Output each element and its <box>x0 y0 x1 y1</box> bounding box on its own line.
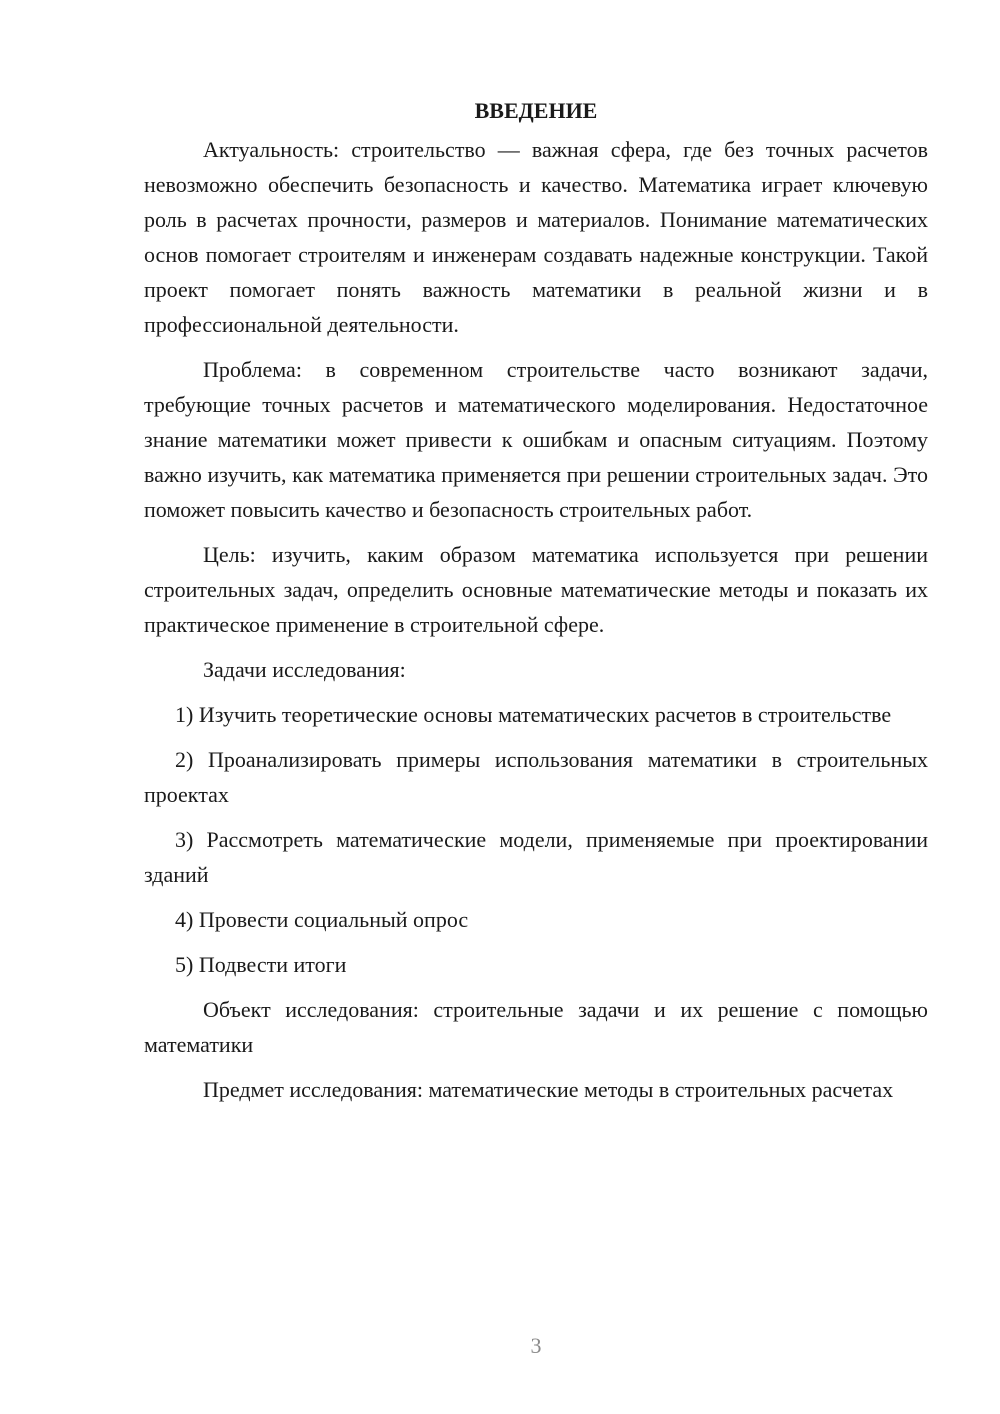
paragraph-subject: Предмет исследования: математические методы в строительных расчетах <box>203 1077 894 1102</box>
task-item-2: 2) Проанализировать примеры использования математики в строительных проектах <box>144 747 928 807</box>
page-content <box>144 93 928 1117</box>
tasks-heading: Задачи исследования: <box>203 657 406 682</box>
task-item-5: 5) Подвести итоги <box>175 952 347 977</box>
task-item-1: 1) Изучить теоретические основы математических расчетов в строительстве <box>175 702 892 727</box>
paragraph-problem: Проблема: в современном строительстве часто возникают задачи, требующие точных расчетов и математического моделирования. Недостаточное знание математики может привести к ошибкам и опасным ситуациям. Поэтому важно изучить, как математика применяется при решении строительных задач. Это поможет повысить качество и безопасность строительных работ. <box>144 357 928 522</box>
task-item-3: 3) Рассмотреть математические модели, применяемые при проектировании зданий <box>144 827 928 887</box>
paragraph-relevance: Актуальность: строительство — важная сфера, где без точных расчетов невозможно обеспечить безопасность и качество. Математика играет ключевую роль в расчетах прочности, размеров и материалов. Понимание математических основ помогает строителям и инженерам создавать надежные конструкции. Такой проект помогает понять важность математики в реальной жизни и в профессиональной деятельности. <box>144 137 928 337</box>
paragraph-goal: Цель: изучить, каким образом математика используется при решении строительных задач, определить основные математические методы и показать их практическое применение в строительной сфере. <box>144 542 928 637</box>
paragraph-object: Объект исследования: строительные задачи и их решение с помощью математики <box>144 997 928 1057</box>
page-number: 3 <box>530 1333 542 1358</box>
task-item-4: 4) Провести социальный опрос <box>175 907 469 932</box>
section-title: ВВЕДЕНИЕ <box>474 98 598 123</box>
